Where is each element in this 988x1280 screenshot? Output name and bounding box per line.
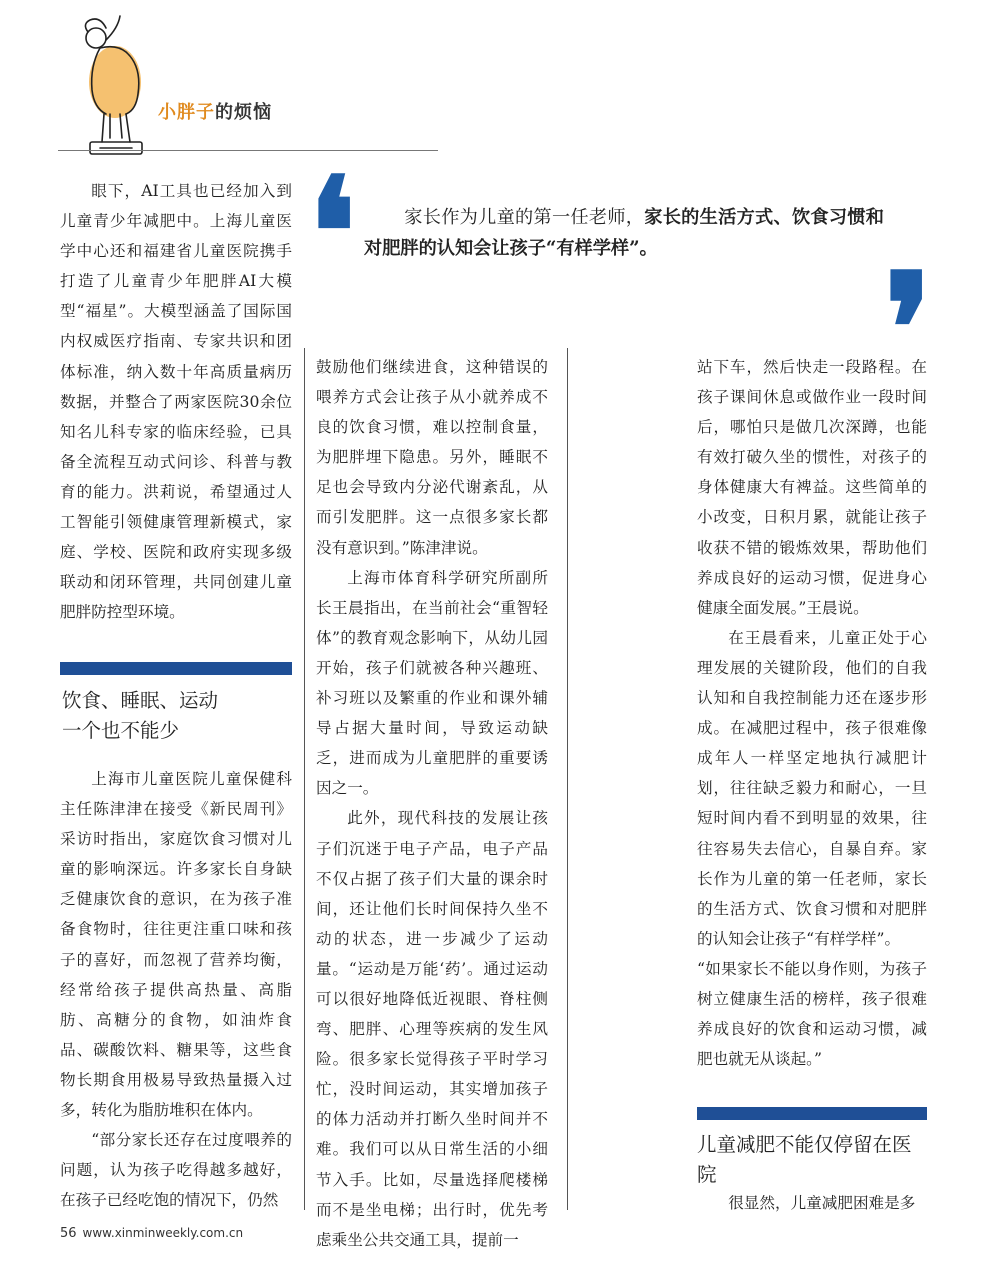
column-title <box>158 98 272 124</box>
paragraph: 很显然，儿童减肥困难是多 <box>728 1194 916 1212</box>
paragraph: 在王晨看来，儿童正处于心理发展的关键阶段，他们的自我认知和自我控制能力还在逐步形成。在减肥过程中，孩子很难像成年人一样坚定地执行减肥计划，往往缺乏毅力和耐心，一旦短时间内看不到明显的效果，往往容易失去信心，自暴自弃。家长作为儿童的第一任老师，家长的生活方式、饮食习惯和对肥胖的认知会让孩子“有样学样”。 <box>697 628 927 948</box>
column-divider-2 <box>567 348 568 1210</box>
paragraph: 站下车，然后快走一段路程。在孩子课间休息或做作业一段时间后，哪怕只是做几次深蹲，也能有效打破久坐的惯性，对孩子的身体健康大有裨益。这些简单的小改变，日积月累，就能让孩子收获不错的锻炼效果，帮助他们养成良好的运动习惯，促进身心健康全面发展。”王晨说。 <box>697 358 927 617</box>
section-bar-2 <box>697 1107 927 1120</box>
page-number: 56 <box>60 1226 77 1241</box>
open-quote-icon: ❛ <box>308 145 357 321</box>
paragraph: 鼓励他们继续进食，这种错误的喂养方式会让孩子从小就养成不良的饮食习惯，难以控制食量，为肥胖埋下隐患。另外，睡眠不足也会导致内分泌代谢紊乱，从而引发肥胖。这一点很多家长都没有意识到。”陈津津说。 <box>316 358 548 557</box>
section-heading-1-line2: 一个也不能少 <box>62 719 180 742</box>
close-quote-icon: ❜ <box>884 241 933 417</box>
column-1-top <box>60 176 292 627</box>
section-heading-1-line1: 饮食、睡眠、运动 <box>62 689 219 712</box>
section-bar-1 <box>60 662 292 675</box>
pull-quote <box>364 202 884 264</box>
paragraph: “部分家长还存在过度喂养的问题，认为孩子吃得越多越好，在孩子已经吃饱的情况下，仍然 <box>60 1131 292 1210</box>
paragraph: 上海市儿童医院儿童保健科主任陈津津在接受《新民周刊》采访时指出，家庭饮食习惯对儿童的影响深远。许多家长自身缺乏健康饮食的意识，在为孩子准备食物时，往往更注重口味和孩子的喜好，而忽视了营养均衡，经常给孩子提供高热量、高脂肪、高糖分的食物，如油炸食品、碳酸饮料、糖果等，这些食物长期食用极易导致热量摄入过多，转化为脂肪堆积在体内。 <box>60 770 292 1120</box>
column-3-bottom <box>697 1188 927 1218</box>
column-1-bottom <box>60 764 292 1215</box>
header-rule <box>58 150 438 151</box>
section-heading-2: 儿童减肥不能仅停留在医院 <box>697 1133 912 1186</box>
column-2 <box>316 352 548 1255</box>
site-url: www.xinminweekly.com.cn <box>82 1226 244 1240</box>
paragraph: 眼下，AI工具也已经加入到儿童青少年减肥中。上海儿童医学中心还和福建省儿童医院携手打造了儿童青少年肥胖AI大模型“福星”。大模型涵盖了国际国内权威医疗指南、专家共识和团体标准，纳入数十年高质量病历数据，并整合了两家医院30余位知名儿科专家的临床经验，已具备全流程互动式问诊、科普与教育的能力。洪莉说，希望通过人工智能引领健康管理新模式，家庭、学校、医院和政府实现多级联动和闭环管理，共同创建儿童肥胖防控型环境。 <box>60 182 292 622</box>
column-3-top <box>697 352 927 1074</box>
column-title-accent: 小胖子 <box>158 102 215 123</box>
paragraph: 此外，现代科技的发展让孩子们沉迷于电子产品，电子产品不仅占据了孩子们大量的课余时间，还让他们长时间保持久坐不动的状态，进一步减少了运动量。“运动是万能‘药’。通过运动可以很好地降低近视眼、脊柱侧弯、肥胖、心理等疾病的发生风险。很多家长觉得孩子平时学习忙，没时间运动，其实增加孩子的体力活动并打断久坐时间并不难。我们可以从日常生活的小细节入手。比如，尽量选择爬楼梯而不是坐电梯；出行时，优先考虑乘坐公共交通工具，提前一 <box>316 809 548 1249</box>
paragraph: “如果家长不能以身作则，为孩子树立健康生活的榜样，孩子很难养成良好的饮食和运动习惯，减肥也就无从谈起。” <box>697 959 927 1069</box>
column-title-rest: 的烦恼 <box>215 102 272 123</box>
section-heading-1 <box>62 686 294 746</box>
paragraph: 上海市体育科学研究所副所长王晨指出，在当前社会“重智轻体”的教育观念影响下，从幼儿园开始，孩子们就被各种兴趣班、补习班以及繁重的作业和课外辅导占据大量时间，导致运动缺乏，进而成为儿童肥胖的重要诱因之一。 <box>316 568 548 798</box>
child-on-scale-illustration <box>60 10 170 170</box>
pull-quote-normal: 家长作为儿童的第一任老师， <box>404 207 645 228</box>
pull-quote-bold: 家长的生活方式、饮食习惯和对肥胖的认知会让孩子“有样学样”。 <box>364 207 884 259</box>
page-footer <box>60 1226 243 1241</box>
column-divider-1 <box>304 348 305 1210</box>
